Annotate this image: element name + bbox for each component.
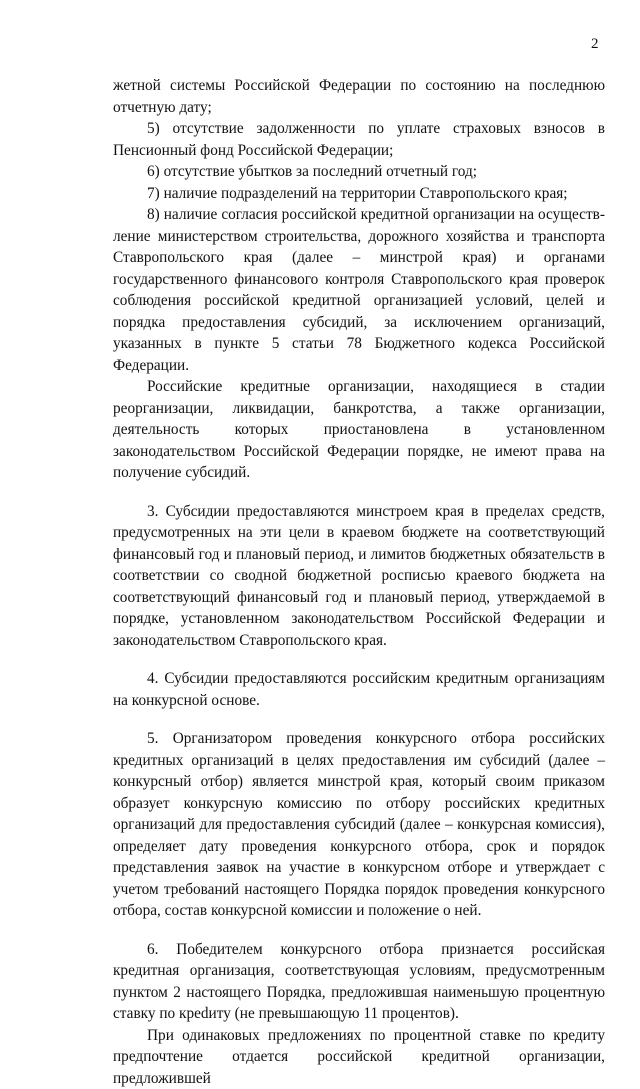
paragraph-condition-8: 8) наличие согласия российской кредитной организации на осуществление министерством строительства, дорожного хозяйства и транспорта Ставропольского края (далее – минстрой края) и органами государственного финансового контроля Ставропольского края проверок соблюдения российской кредитной организацией условий, целей и порядка предоставления субсидий, за исключением организаций, указанных в пункте 5 статьи 78 Бюджетного кодекса Российской Федерации.	[113, 204, 605, 376]
paragraph-excluded-organizations: Российские кредитные организации, находящиеся в стадии реорганизации, ликвидации, банкротства, а также организации, деятельность которых приостановлена в установленном законодательством Российской Федерации порядке, не имеют права на получение субсидий.	[113, 376, 605, 484]
document-body	[113, 75, 605, 1089]
paragraph-condition-7: 7) наличие подразделений на территории Ставропольского края;	[113, 183, 605, 205]
paragraph-clause-5: 5. Организатором проведения конкурсного отбора российских кредитных организаций в целях предоставления им субсидий (далее – конкурсный отбор) является минстрой края, который своим приказом образует конкурсную комиссию по отбору российских кредитных организаций для предоставления субсидий (далее – конкурсная комиссия), определяет дату проведения конкурсного отбора, срок и порядок представления заявок на участие в конкурсном отборе и утверждает с учетом требований настоящего Порядка порядок проведения конкурсного отбора, состав конкурсной комиссии и положение о ней.	[113, 728, 605, 922]
paragraph-clause-3: 3. Субсидии предоставляются минстроем края в пределах средств, предусмотренных на эти цели в краевом бюджете на соответствующий финансовый год и плановый период, и лимитов бюджетных обязательств в соответствии со сводной бюджетной росписью краевого бюджета на соответствующий финансовый год и плановый период, утверждаемой в порядке, установленном законодательством Российской Федерации и законодательством Ставропольского края.	[113, 501, 605, 652]
paragraph-clause-4: 4. Субсидии предоставляются российским кредитным организациям на конкурсной основе.	[113, 668, 605, 711]
page-number: 2	[591, 36, 599, 53]
paragraph-clause-6: 6. Победителем конкурсного отбора признается российская кредитная организация, соответствующая условиям, предусмотренным пунктом 2 настоящего Порядка, предложившая наименьшую процентную ставку по креdиту (не превышающую 11 процентов).	[113, 939, 605, 1025]
paragraph-budget-system-continuation: жетной системы Российской Федерации по состоянию на последнюю отчетную дату;	[113, 75, 605, 118]
paragraph-condition-6: 6) отсутствие убытков за последний отчетный год;	[113, 161, 605, 183]
paragraph-condition-5: 5) отсутствие задолженности по уплате страховых взносов в Пенсионный фонд Российской Федерации;	[113, 118, 605, 161]
paragraph-equal-offers: При одинаковых предложениях по процентной ставке по кредиту предпочтение отдается российской кредитной организации, предложившей	[113, 1025, 605, 1089]
